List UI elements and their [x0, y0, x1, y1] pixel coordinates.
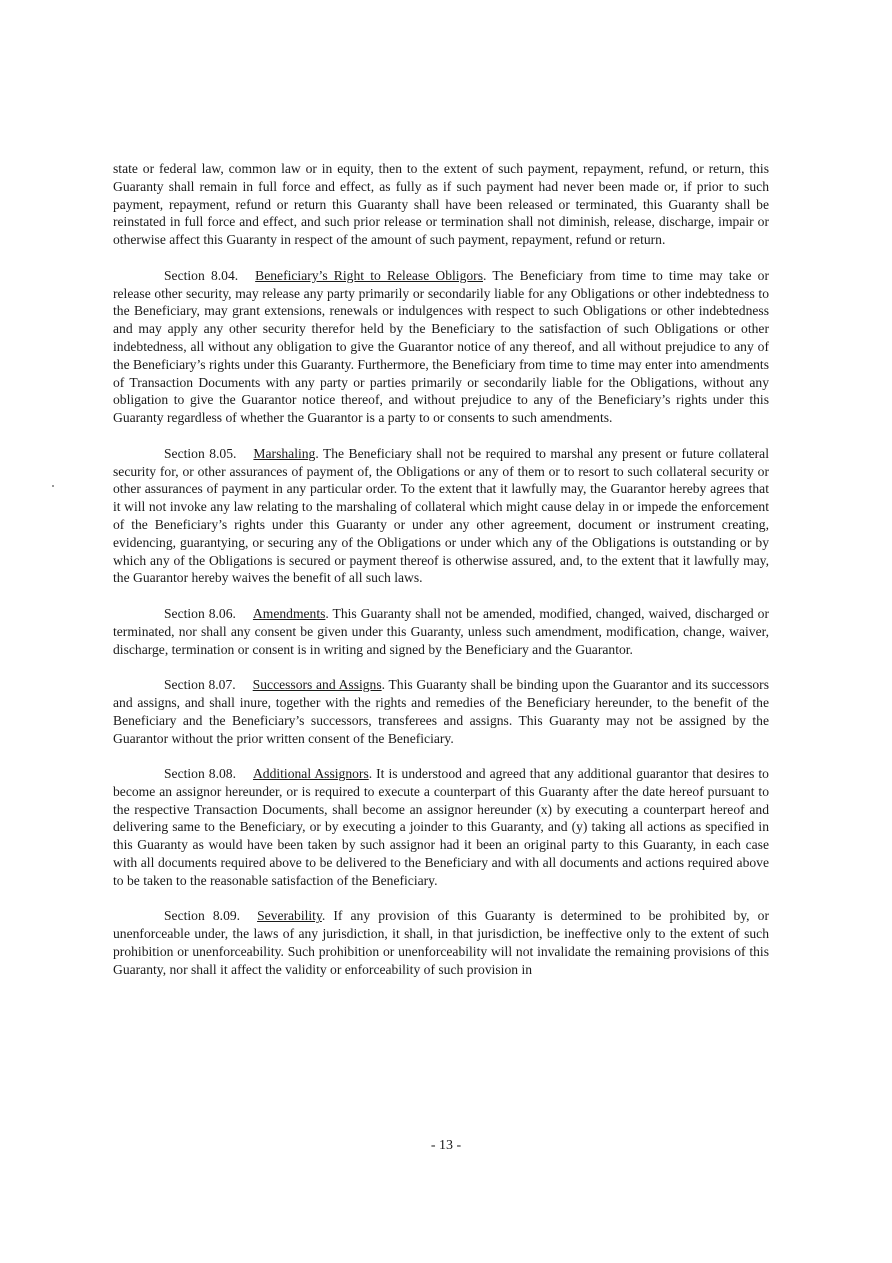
page-body	[113, 160, 769, 996]
section-body: . The Beneficiary from time to time may take or release other security, may release any party primarily or secondarily liable for any Obligations or other indebtedness to the Beneficiary, may grant extensions, renewals or indulgences with respect to such Obligations or other indebtedness and may apply any other security therefor held by the Beneficiary to the satisfaction of such Obligations or other indebtedness, all without any obligation to give the Guarantor notice of any thereof, and all without prejudice to any of the Beneficiary’s rights under this Guaranty. Furthermore, the Beneficiary from time to time may enter into amendments of Transaction Documents with any party or parties primarily or secondarily liable for the Obligations, without any obligation to give the Guarantor notice thereof, and without prejudice to any of the Beneficiary’s rights under this Guaranty regardless of whether the Guarantor is a party to or consents to such amendments.	[113, 267, 769, 426]
section-body: . It is understood and agreed that any additional guarantor that desires to become an assignor hereunder, or is required to execute a counterpart of this Guaranty after the date hereof pursuant to the respective Transaction Documents, shall become an assignor hereunder (x) by executing a counterpart hereof and delivering same to the Beneficiary, or by executing a joinder to this Guaranty, and (y) taking all actions as specified in this Guaranty as would have been taken by such assignor had it been an original party to this Guaranty, in each case with all documents required above to be delivered to the Beneficiary and with all documents and actions required above to be taken to the reasonable satisfaction of the Beneficiary.	[113, 766, 769, 888]
section-number: Section 8.09.	[164, 908, 241, 924]
continuation-paragraph: state or federal law, common law or in equity, then to the extent of such payment, repayment, refund, or return, this Guaranty shall remain in full force and effect, as fully as if such payment had never been made or, if prior to such payment, repayment, refund or return this Guaranty shall have been released or terminated, this Guaranty shall be reinstated in full force and effect, and such prior release or termination shall not diminish, release, discharge, impair or otherwise affect this Guaranty in respect of the amount of such payment, repayment, refund or return.	[113, 161, 769, 248]
section-number: Section 8.04.	[164, 267, 239, 283]
section-title: Marshaling	[253, 445, 316, 461]
section-body: . This Guaranty shall not be amended, modified, changed, waived, discharged or terminated, nor shall any consent be given under this Guaranty, unless such amendment, modification, change, waiver, discharge, termination or consent is in writing and signed by the Beneficiary and the Guarantor.	[113, 605, 769, 657]
section-body: . If any provision of this Guaranty is determined to be prohibited by, or unenforceable under, the laws of any jurisdiction, it shall, in that jurisdiction, be ineffective only to the extent of such prohibition or unenforceability. Such prohibition or unenforceability will not invalidate the remaining provisions of this Guaranty, nor shall it affect the validity or enforceability of such provision in	[113, 908, 769, 977]
section-number: Section 8.05.	[164, 445, 237, 461]
section-8-04	[113, 267, 769, 427]
section-8-09	[113, 907, 769, 978]
section-8-06	[113, 605, 769, 658]
section-body: . The Beneficiary shall not be required to marshal any present or future collateral security for, or other assurances of payment of, the Obligations or any of them or to resort to such collateral security or other assurances of payment in any particular order. To the extent that it lawfully may, the Guarantor hereby agrees that it will not invoke any law relating to the marshaling of collateral which might cause delay in or impede the enforcement of the Beneficiary’s rights under this Guaranty or under any other agreement, document or instrument creating, evidencing, guarantying, or securing any of the Obligations or under which any of the Obligations is outstanding or by which any of the Obligations is secured or payment thereof is otherwise assured, and, to the extent that it lawfully may, the Guarantor hereby waives the benefit of all such laws.	[113, 445, 769, 586]
section-title: Amendments	[252, 605, 326, 621]
section-title: Successors and Assigns	[252, 677, 382, 693]
section-8-05	[113, 445, 769, 587]
section-title: Beneficiary’s Right to Release Obligors	[255, 267, 483, 283]
section-8-07	[113, 676, 769, 747]
section-title: Additional Assignors	[252, 766, 369, 782]
section-number: Section 8.08.	[164, 766, 236, 782]
scan-speck	[52, 485, 54, 487]
section-8-08	[113, 765, 769, 890]
section-number: Section 8.07.	[164, 677, 236, 693]
page-number: - 13 -	[430, 1138, 462, 1153]
section-title: Severability	[257, 908, 322, 924]
section-number: Section 8.06.	[164, 605, 236, 621]
section-body: . This Guaranty shall be binding upon the Guarantor and its successors and assigns, and shall inure, together with the rights and remedies of the Beneficiary hereunder, to the benefit of the Beneficiary and the Beneficiary’s successors, transferees and assigns. This Guaranty may not be assigned by the Guarantor without the prior written consent of the Beneficiary.	[113, 677, 769, 746]
